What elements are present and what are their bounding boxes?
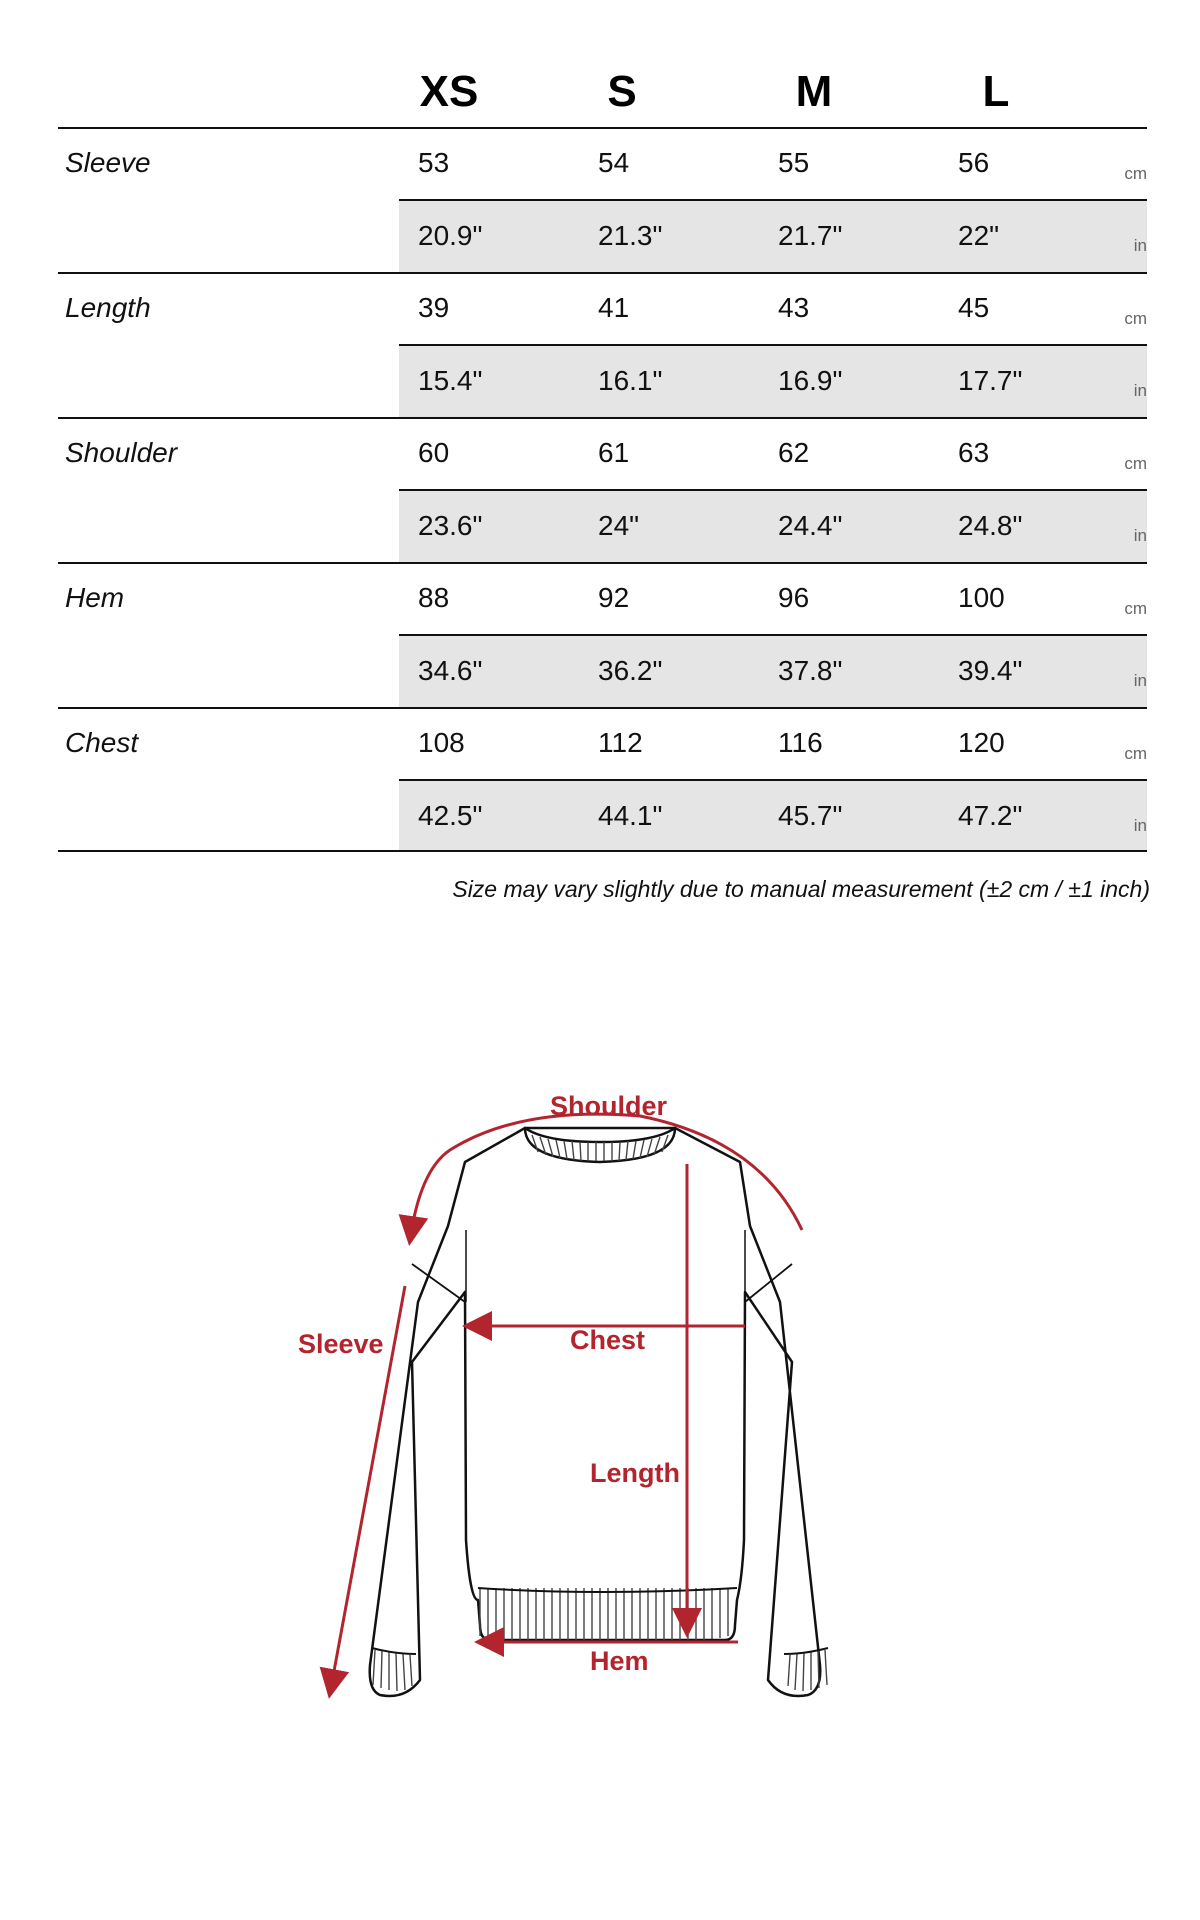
cell-shoulder-s-cm: 61 bbox=[598, 437, 630, 468]
cell-hem-m-in: 37.8" bbox=[778, 655, 843, 686]
cell-shoulder-l-in: 24.8" bbox=[958, 510, 1023, 541]
hem-label: Hem bbox=[590, 1646, 649, 1676]
row-divider bbox=[58, 127, 1147, 129]
cell-length-m-in: 16.9" bbox=[778, 365, 843, 396]
length-label: Length bbox=[590, 1458, 680, 1488]
cell-shoulder-xs-in: 23.6" bbox=[418, 510, 483, 541]
row-label-shoulder: Shoulder bbox=[65, 437, 178, 468]
cell-length-m-cm: 43 bbox=[778, 292, 810, 323]
sleeve-label: Sleeve bbox=[298, 1329, 384, 1359]
shoulder-label: Shoulder bbox=[550, 1091, 668, 1121]
size-header-l: L bbox=[982, 67, 1010, 116]
table-bottom-line bbox=[58, 850, 1147, 852]
inch-row-band bbox=[399, 781, 1147, 852]
size-header-m: M bbox=[795, 67, 833, 116]
cell-sleeve-m-in: 21.7" bbox=[778, 220, 843, 251]
cell-length-l-in: 17.7" bbox=[958, 365, 1023, 396]
sweater-body bbox=[370, 1128, 821, 1696]
row-divider bbox=[58, 562, 1147, 564]
cell-chest-l-in: 47.2" bbox=[958, 800, 1023, 831]
unit-in: in bbox=[1133, 816, 1147, 835]
cell-hem-s-cm: 92 bbox=[598, 582, 630, 613]
cell-sleeve-l-cm: 56 bbox=[958, 147, 990, 178]
cell-hem-s-in: 36.2" bbox=[598, 655, 663, 686]
unit-cm: cm bbox=[1124, 164, 1147, 183]
cell-hem-xs-in: 34.6" bbox=[418, 655, 483, 686]
cell-sleeve-m-cm: 55 bbox=[778, 147, 810, 178]
row-label-length: Length bbox=[65, 292, 151, 323]
cell-chest-l-cm: 120 bbox=[958, 727, 1005, 758]
cell-shoulder-l-cm: 63 bbox=[958, 437, 990, 468]
cell-length-s-cm: 41 bbox=[598, 292, 630, 323]
cell-shoulder-xs-cm: 60 bbox=[418, 437, 450, 468]
cell-hem-l-in: 39.4" bbox=[958, 655, 1023, 686]
row-divider bbox=[58, 272, 1147, 274]
cell-length-xs-in: 15.4" bbox=[418, 365, 483, 396]
chest-label: Chest bbox=[570, 1325, 646, 1355]
cell-hem-l-cm: 100 bbox=[958, 582, 1005, 613]
unit-cm: cm bbox=[1124, 744, 1147, 763]
cell-chest-s-in: 44.1" bbox=[598, 800, 663, 831]
cell-chest-xs-cm: 108 bbox=[418, 727, 465, 758]
cell-length-xs-cm: 39 bbox=[418, 292, 450, 323]
inch-row-band bbox=[399, 491, 1147, 562]
cell-sleeve-s-cm: 54 bbox=[598, 147, 630, 178]
cell-chest-m-cm: 116 bbox=[778, 727, 823, 758]
measurement-note: Size may vary slightly due to manual measurement (±2 cm / ±1 inch) bbox=[452, 876, 1150, 902]
cell-chest-xs-in: 42.5" bbox=[418, 800, 483, 831]
row-label-chest: Chest bbox=[65, 727, 139, 758]
inch-row-band bbox=[399, 346, 1147, 417]
cell-shoulder-m-in: 24.4" bbox=[778, 510, 843, 541]
cell-length-s-in: 16.1" bbox=[598, 365, 663, 396]
unit-cm: cm bbox=[1124, 454, 1147, 473]
unit-in: in bbox=[1133, 381, 1147, 400]
inch-row-band bbox=[399, 636, 1147, 707]
cell-chest-s-cm: 112 bbox=[598, 727, 643, 758]
cell-length-l-cm: 45 bbox=[958, 292, 990, 323]
cell-hem-xs-cm: 88 bbox=[418, 582, 450, 613]
unit-in: in bbox=[1133, 526, 1147, 545]
unit-in: in bbox=[1133, 236, 1147, 255]
cell-sleeve-xs-in: 20.9" bbox=[418, 220, 483, 251]
unit-cm: cm bbox=[1124, 599, 1147, 618]
size-header-xs: XS bbox=[419, 67, 479, 116]
sweater-diagram bbox=[0, 1040, 1200, 1760]
row-divider bbox=[58, 707, 1147, 709]
cell-sleeve-xs-cm: 53 bbox=[418, 147, 450, 178]
row-label-sleeve: Sleeve bbox=[65, 147, 151, 178]
size-header-s: S bbox=[607, 67, 637, 116]
unit-in: in bbox=[1133, 671, 1147, 690]
unit-cm: cm bbox=[1124, 309, 1147, 328]
cell-shoulder-s-in: 24" bbox=[598, 510, 640, 541]
sweater-outline bbox=[370, 1128, 821, 1696]
inch-row-band bbox=[399, 201, 1147, 272]
row-divider bbox=[58, 417, 1147, 419]
cell-sleeve-l-in: 22" bbox=[958, 220, 1000, 251]
cell-shoulder-m-cm: 62 bbox=[778, 437, 810, 468]
cell-chest-m-in: 45.7" bbox=[778, 800, 843, 831]
cell-sleeve-s-in: 21.3" bbox=[598, 220, 663, 251]
cell-hem-m-cm: 96 bbox=[778, 582, 810, 613]
row-label-hem: Hem bbox=[65, 582, 125, 613]
